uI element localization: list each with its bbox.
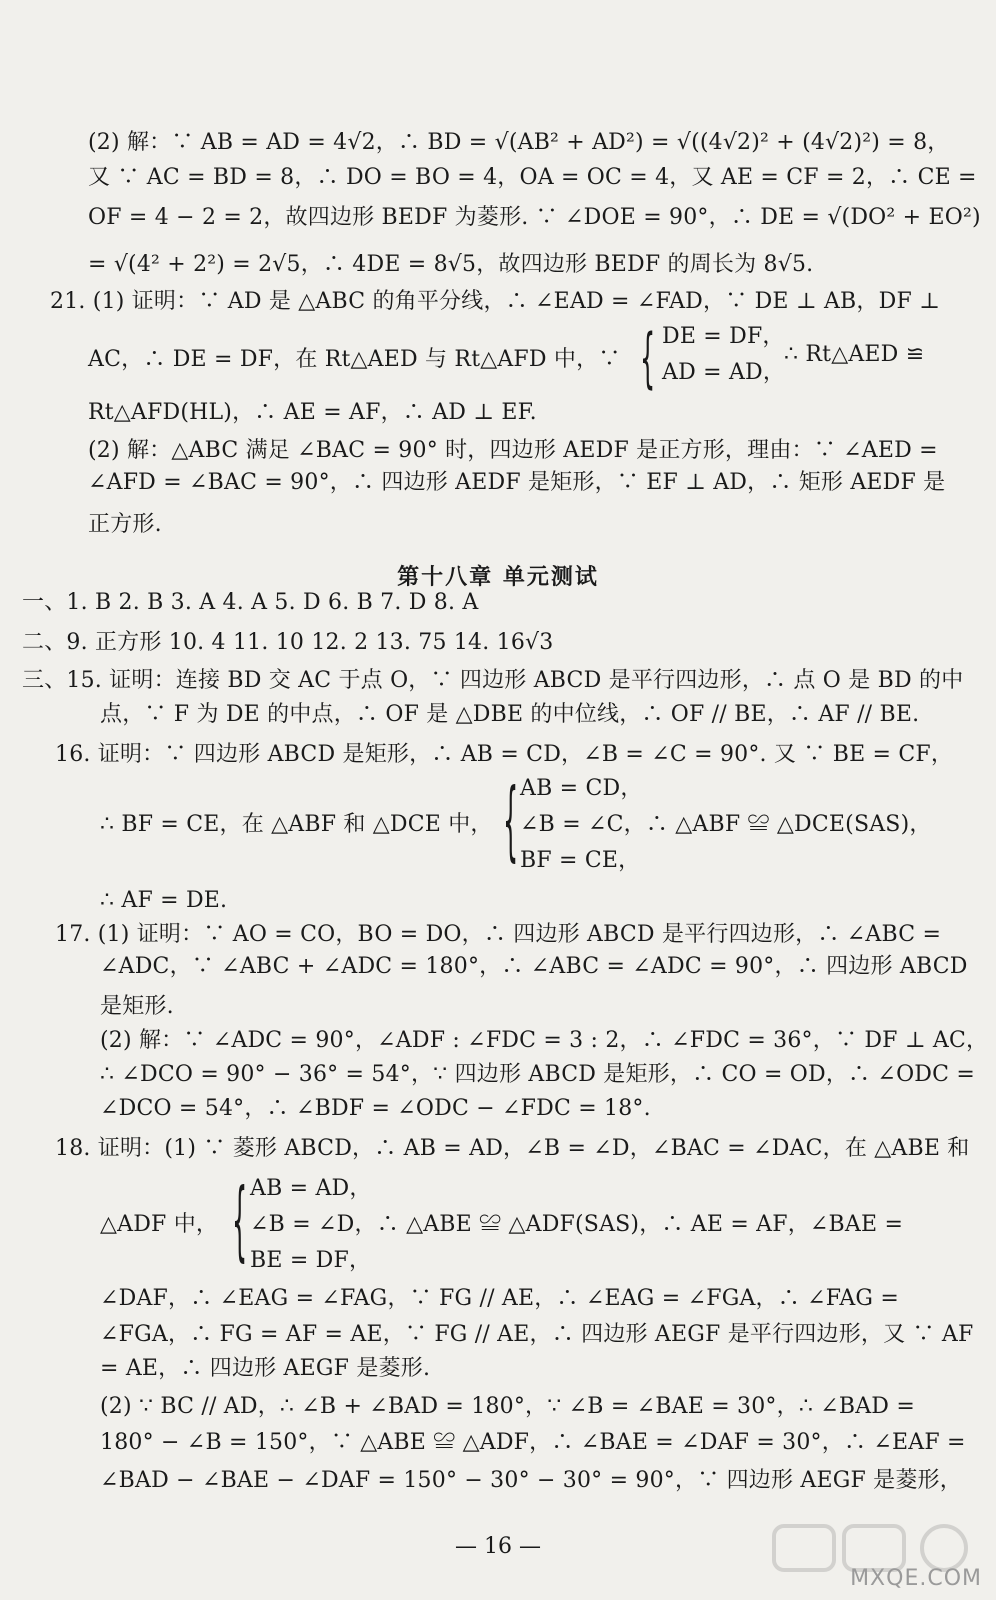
text-line: ∴ BF = CE，在 △ABF 和 △DCE 中， (100, 812, 493, 837)
text-line: Rt△AFD(HL)，∴ AE = AF，∴ AD ⊥ EF. (88, 400, 537, 425)
watermark-text: MXQE.COM (850, 1566, 982, 1591)
text-line: ∴ ∠DCO = 90° − 36° = 54°，∵ 四边形 ABCD 是矩形，∴ CO = OD，∴ ∠ODC = (100, 1062, 976, 1087)
text-line: AB = CD， (520, 776, 643, 801)
text-line: AD = AD， (662, 360, 786, 385)
text-line: ∠ADC，∵ ∠ABC + ∠ADC = 180°，∴ ∠ABC = ∠ADC = 90°，∴ 四边形 ABCD (100, 954, 968, 979)
text-line: 又 ∵ AC = BD = 8，∴ DO = BO = 4，OA = OC = 4，又 AE = CF = 2，∴ CE = (88, 165, 977, 190)
text-line: ∠DCO = 54°，∴ ∠BDF = ∠ODC − ∠FDC = 18°. (100, 1096, 651, 1121)
text-line: 180° − ∠B = 150°，∵ △ABE ≌ △ADF，∴ ∠BAE = ∠DAF = 30°，∴ ∠EAF = (100, 1430, 966, 1455)
left-brace: { (232, 1170, 248, 1272)
text-line: ∠B = ∠D，∴ △ABE ≌ △ADF(SAS)，∴ AE = AF，∠BAE = (250, 1212, 904, 1237)
text-line: ∠DAF，∴ ∠EAG = ∠FAG，∵ FG // AE，∴ ∠EAG = ∠FGA，∴ ∠FAG = (100, 1286, 900, 1311)
text-line: (2) ∵ BC // AD，∴ ∠B + ∠BAD = 180°，∵ ∠B = ∠BAE = 30°，∴ ∠BAD = (100, 1394, 915, 1419)
text-line: △ADF 中， (100, 1212, 219, 1237)
text-line: (2) 解：△ABC 满足 ∠BAC = 90° 时，四边形 AEDF 是正方形，理由：∵ ∠AED = (88, 438, 938, 463)
text-line: AC，∴ DE = DF，在 Rt△AED 与 Rt△AFD 中，∵ (88, 347, 621, 372)
text-line: 点，∵ F 为 DE 的中点，∴ OF 是 △DBE 的中位线，∴ OF // BE，∴ AF // BE. (100, 702, 920, 727)
text-line: 21. (1) 证明：∵ AD 是 △ABC 的角平分线，∴ ∠EAD = ∠FAD，∵ DE ⊥ AB，DF ⊥ (50, 289, 941, 314)
text-line: 17. (1) 证明：∵ AO = CO，BO = DO，∴ 四边形 ABCD 是平行四边形，∴ ∠ABC = (55, 922, 942, 947)
text-line: 16. 证明：∵ 四边形 ABCD 是矩形，∴ AB = CD，∠B = ∠C = 90°. 又 ∵ BE = CF， (55, 742, 954, 767)
text-line: ∠AFD = ∠BAC = 90°，∴ 四边形 AEDF 是矩形，∵ EF ⊥ AD，∴ 矩形 AEDF 是 (88, 470, 946, 495)
text-line: ∴ AF = DE. (100, 888, 228, 913)
page-number: — 16 — (455, 1534, 541, 1559)
text-line: 三、15. 证明：连接 BD 交 AC 于点 O，∵ 四边形 ABCD 是平行四边形，∴ 点 O 是 BD 的中 (22, 668, 964, 693)
text-line: 正方形. (88, 512, 162, 537)
text-line: = AE，∴ 四边形 AEGF 是菱形. (100, 1356, 431, 1381)
left-brace: { (503, 770, 519, 872)
text-line: OF = 4 − 2 = 2，故四边形 BEDF 为菱形. ∵ ∠DOE = 90°，∴ DE = √(DO² + EO²) (88, 205, 981, 230)
section-title: 第十八章 单元测试 (397, 565, 599, 590)
text-line: ∴ Rt△AED ≌ (784, 342, 925, 367)
text-line: 是矩形. (100, 994, 174, 1019)
text-line: = √(4² + 2²) = 2√5，∴ 4DE = 8√5，故四边形 BEDF 的周长为 8√5. (88, 252, 814, 277)
text-line: BF = CE， (520, 848, 641, 873)
text-line: BE = DF， (250, 1248, 372, 1273)
text-line: (2) 解：∵ ∠ADC = 90°，∠ADF : ∠FDC = 3 : 2，∴ ∠FDC = 36°，∵ DF ⊥ AC， (100, 1028, 989, 1053)
answer-line: 二、9. 正方形 10. 4 11. 10 12. 2 13. 75 14. 16√3 (22, 630, 554, 655)
text-line: ∠FGA，∴ FG = AF = AE，∵ FG // AE，∴ 四边形 AEGF 是平行四边形，又 ∵ AF (100, 1322, 974, 1347)
answer-line: 一、1. B 2. B 3. A 4. A 5. D 6. B 7. D 8. A (22, 590, 479, 615)
text-line: AB = AD， (250, 1176, 372, 1201)
text-line: ∠BAD − ∠BAE − ∠DAF = 150° − 30° − 30° = 90°，∵ 四边形 AEGF 是菱形， (100, 1468, 962, 1493)
text-line: (2) 解：∵ AB = AD = 4√2，∴ BD = √(AB² + AD²) = √((4√2)² + (4√2)²) = 8， (88, 130, 950, 155)
text-line: 18. 证明：(1) ∵ 菱形 ABCD，∴ AB = AD，∠B = ∠D，∠BAC = ∠DAC，在 △ABE 和 (55, 1136, 970, 1161)
left-brace: { (640, 320, 656, 397)
text-line: ∠B = ∠C，∴ △ABF ≌ △DCE(SAS)， (520, 812, 932, 837)
text-line: DE = DF， (662, 324, 785, 349)
